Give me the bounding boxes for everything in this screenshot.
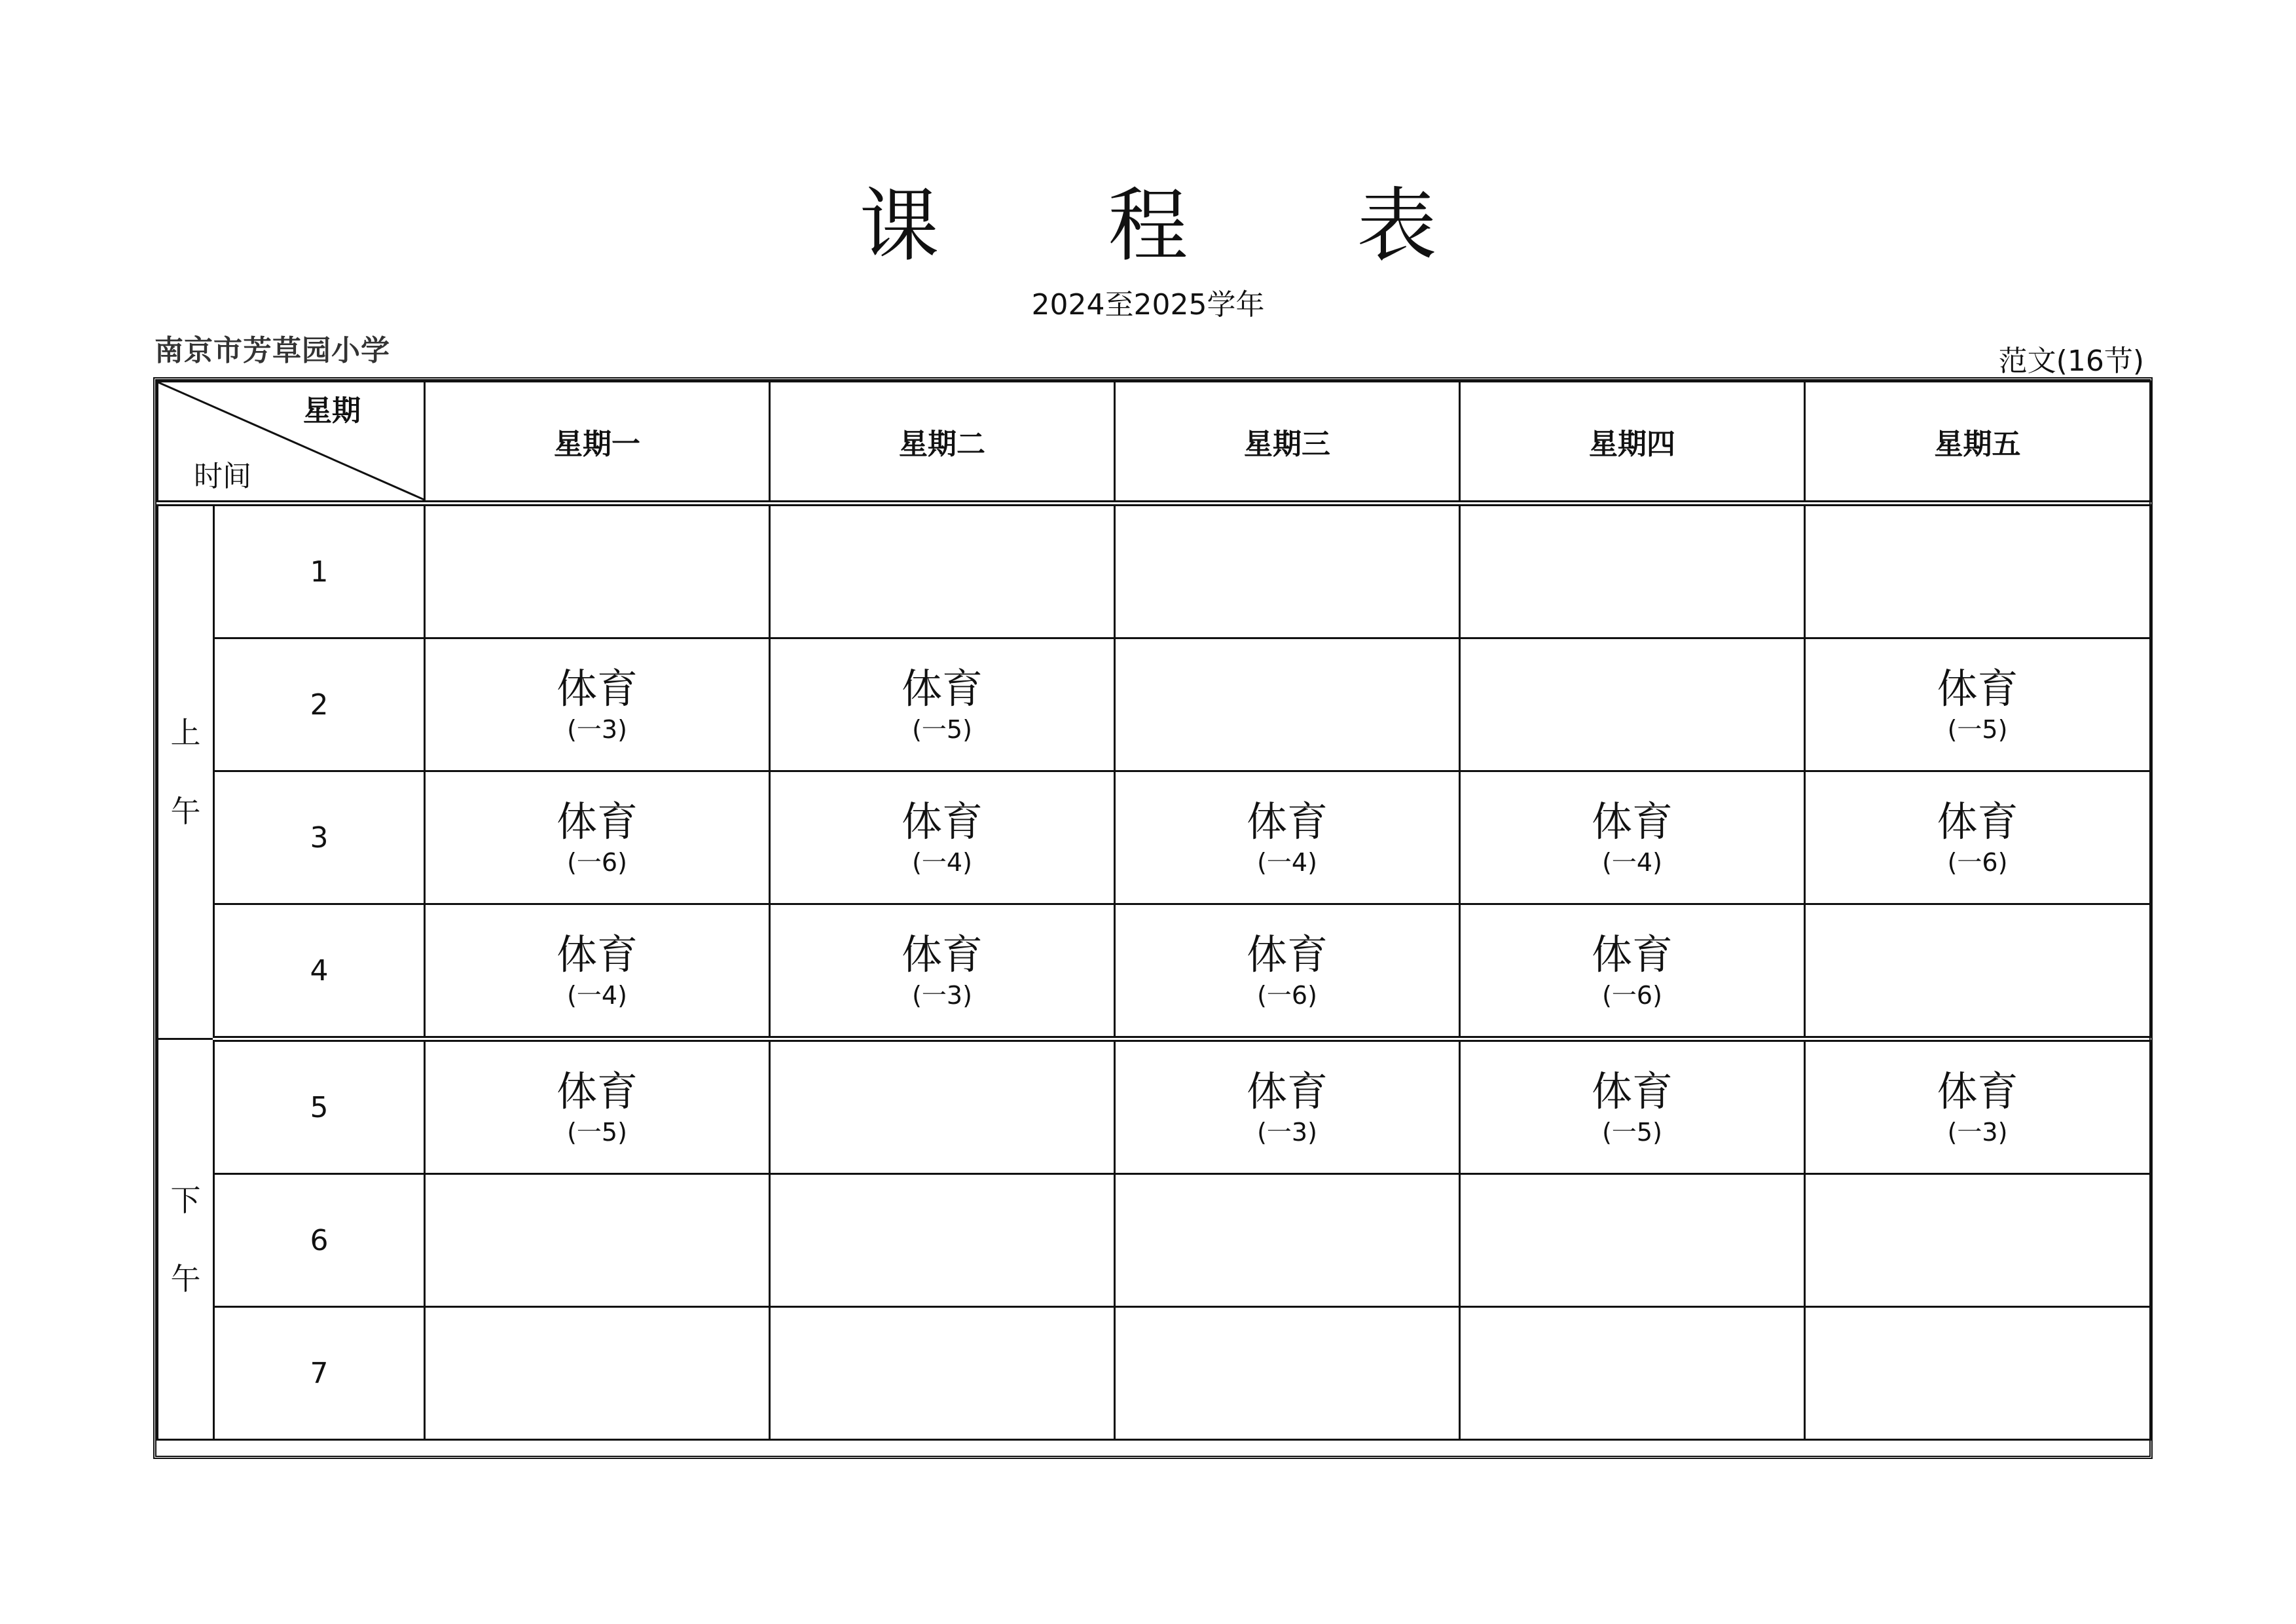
course-name: 体育 — [1591, 1067, 1673, 1115]
period-number: 2 — [214, 638, 425, 771]
schedule-frame — [153, 377, 2153, 1459]
schedule-row — [158, 771, 2151, 904]
schedule-cell — [770, 1174, 1115, 1307]
schedule-cell — [425, 1174, 770, 1307]
day-header-fri: 星期五 — [1805, 382, 2151, 504]
schedule-cell — [1460, 904, 1805, 1039]
schedule-cell — [770, 1307, 1115, 1440]
course-name: 体育 — [901, 798, 983, 845]
title-char: 课 — [859, 179, 939, 272]
day-header-wed: 星期三 — [1115, 382, 1460, 504]
course-name: 体育 — [1591, 931, 1673, 978]
page-title — [0, 177, 2296, 275]
schedule-cell — [770, 504, 1115, 638]
header-row — [158, 382, 2151, 504]
class-code: (一5) — [1602, 1118, 1662, 1147]
half-day-char: 午 — [170, 794, 201, 829]
class-code: (一6) — [1257, 981, 1317, 1010]
schedule-cell — [1115, 904, 1460, 1039]
schedule-row — [158, 1307, 2151, 1440]
schedule-cell — [1460, 504, 1805, 638]
schedule-cell — [770, 638, 1115, 771]
class-code: (一3) — [912, 981, 972, 1010]
schedule-cell — [1460, 1174, 1805, 1307]
course-name: 体育 — [556, 1067, 638, 1115]
schedule-cell — [425, 638, 770, 771]
schedule-cell — [1805, 638, 2151, 771]
course-name: 体育 — [556, 931, 638, 978]
class-code: (一3) — [1257, 1118, 1317, 1147]
schedule-cell — [1115, 771, 1460, 904]
schedule-row — [158, 1174, 2151, 1307]
course-name: 体育 — [1937, 798, 2018, 845]
class-code: (一6) — [1602, 981, 1662, 1010]
course-name: 体育 — [1246, 798, 1328, 845]
school-name: 南京市芳草园小学 — [155, 334, 390, 367]
sample-note: 范文(16节) — [1998, 344, 2144, 378]
period-number: 6 — [214, 1174, 425, 1307]
schedule-row — [158, 504, 2151, 638]
title-char: 表 — [1357, 179, 1437, 272]
half-day-char: 上 — [170, 715, 201, 750]
schedule-row — [158, 1039, 2151, 1174]
class-code: (一6) — [1947, 848, 2008, 877]
course-name: 体育 — [901, 931, 983, 978]
day-header-mon: 星期一 — [425, 382, 770, 504]
schedule-cell — [1460, 638, 1805, 771]
schedule-cell — [770, 1039, 1115, 1174]
course-name: 体育 — [901, 665, 983, 712]
course-name: 体育 — [1937, 665, 2018, 712]
course-name: 体育 — [1591, 798, 1673, 845]
schedule-cell — [1805, 504, 2151, 638]
period-number: 4 — [214, 904, 425, 1039]
class-code: (一5) — [912, 715, 972, 744]
schedule-cell — [1115, 504, 1460, 638]
course-name: 体育 — [556, 665, 638, 712]
schedule-table — [156, 380, 2151, 1441]
schedule-cell — [1115, 1174, 1460, 1307]
morning-label — [158, 504, 214, 1039]
course-name: 体育 — [1246, 931, 1328, 978]
school-year-subtitle: 2024至2025学年 — [1031, 288, 1265, 322]
schedule-cell — [1805, 771, 2151, 904]
day-header-thu: 星期四 — [1460, 382, 1805, 504]
schedule-cell — [1115, 1039, 1460, 1174]
schedule-cell — [1115, 638, 1460, 771]
class-code: (一5) — [567, 1118, 627, 1147]
schedule-cell — [1115, 1307, 1460, 1440]
period-number: 1 — [214, 504, 425, 638]
schedule-cell — [425, 1039, 770, 1174]
half-day-char: 下 — [170, 1182, 201, 1218]
class-code: (一4) — [912, 848, 972, 877]
class-code: (一3) — [567, 715, 627, 744]
class-code: (一4) — [567, 981, 627, 1010]
schedule-cell — [770, 771, 1115, 904]
afternoon-label — [158, 1039, 214, 1440]
schedule-cell — [1460, 1307, 1805, 1440]
schedule-cell — [425, 904, 770, 1039]
day-header-tue: 星期二 — [770, 382, 1115, 504]
corner-weekday-label: 星期 — [303, 394, 361, 428]
schedule-row — [158, 638, 2151, 771]
period-number: 5 — [214, 1039, 425, 1174]
class-code: (一6) — [567, 848, 627, 877]
schedule-row — [158, 904, 2151, 1039]
schedule-cell — [1460, 771, 1805, 904]
schedule-cell — [425, 771, 770, 904]
schedule-cell — [1460, 1039, 1805, 1174]
period-number: 3 — [214, 771, 425, 904]
schedule-cell — [425, 504, 770, 638]
class-code: (一3) — [1947, 1118, 2008, 1147]
corner-cell — [158, 382, 425, 504]
schedule-cell — [1805, 1174, 2151, 1307]
schedule-cell — [1805, 1039, 2151, 1174]
course-name: 体育 — [1937, 1067, 2018, 1115]
class-code: (一4) — [1257, 848, 1317, 877]
schedule-cell — [770, 904, 1115, 1039]
schedule-cell — [425, 1307, 770, 1440]
course-name: 体育 — [556, 798, 638, 845]
class-code: (一4) — [1602, 848, 1662, 877]
corner-time-label: 时间 — [194, 460, 251, 493]
title-char: 程 — [1108, 179, 1188, 272]
schedule-cell — [1805, 1307, 2151, 1440]
class-code: (一5) — [1947, 715, 2008, 744]
half-day-char: 午 — [170, 1261, 201, 1297]
schedule-cell — [1805, 904, 2151, 1039]
course-name: 体育 — [1246, 1067, 1328, 1115]
period-number: 7 — [214, 1307, 425, 1440]
